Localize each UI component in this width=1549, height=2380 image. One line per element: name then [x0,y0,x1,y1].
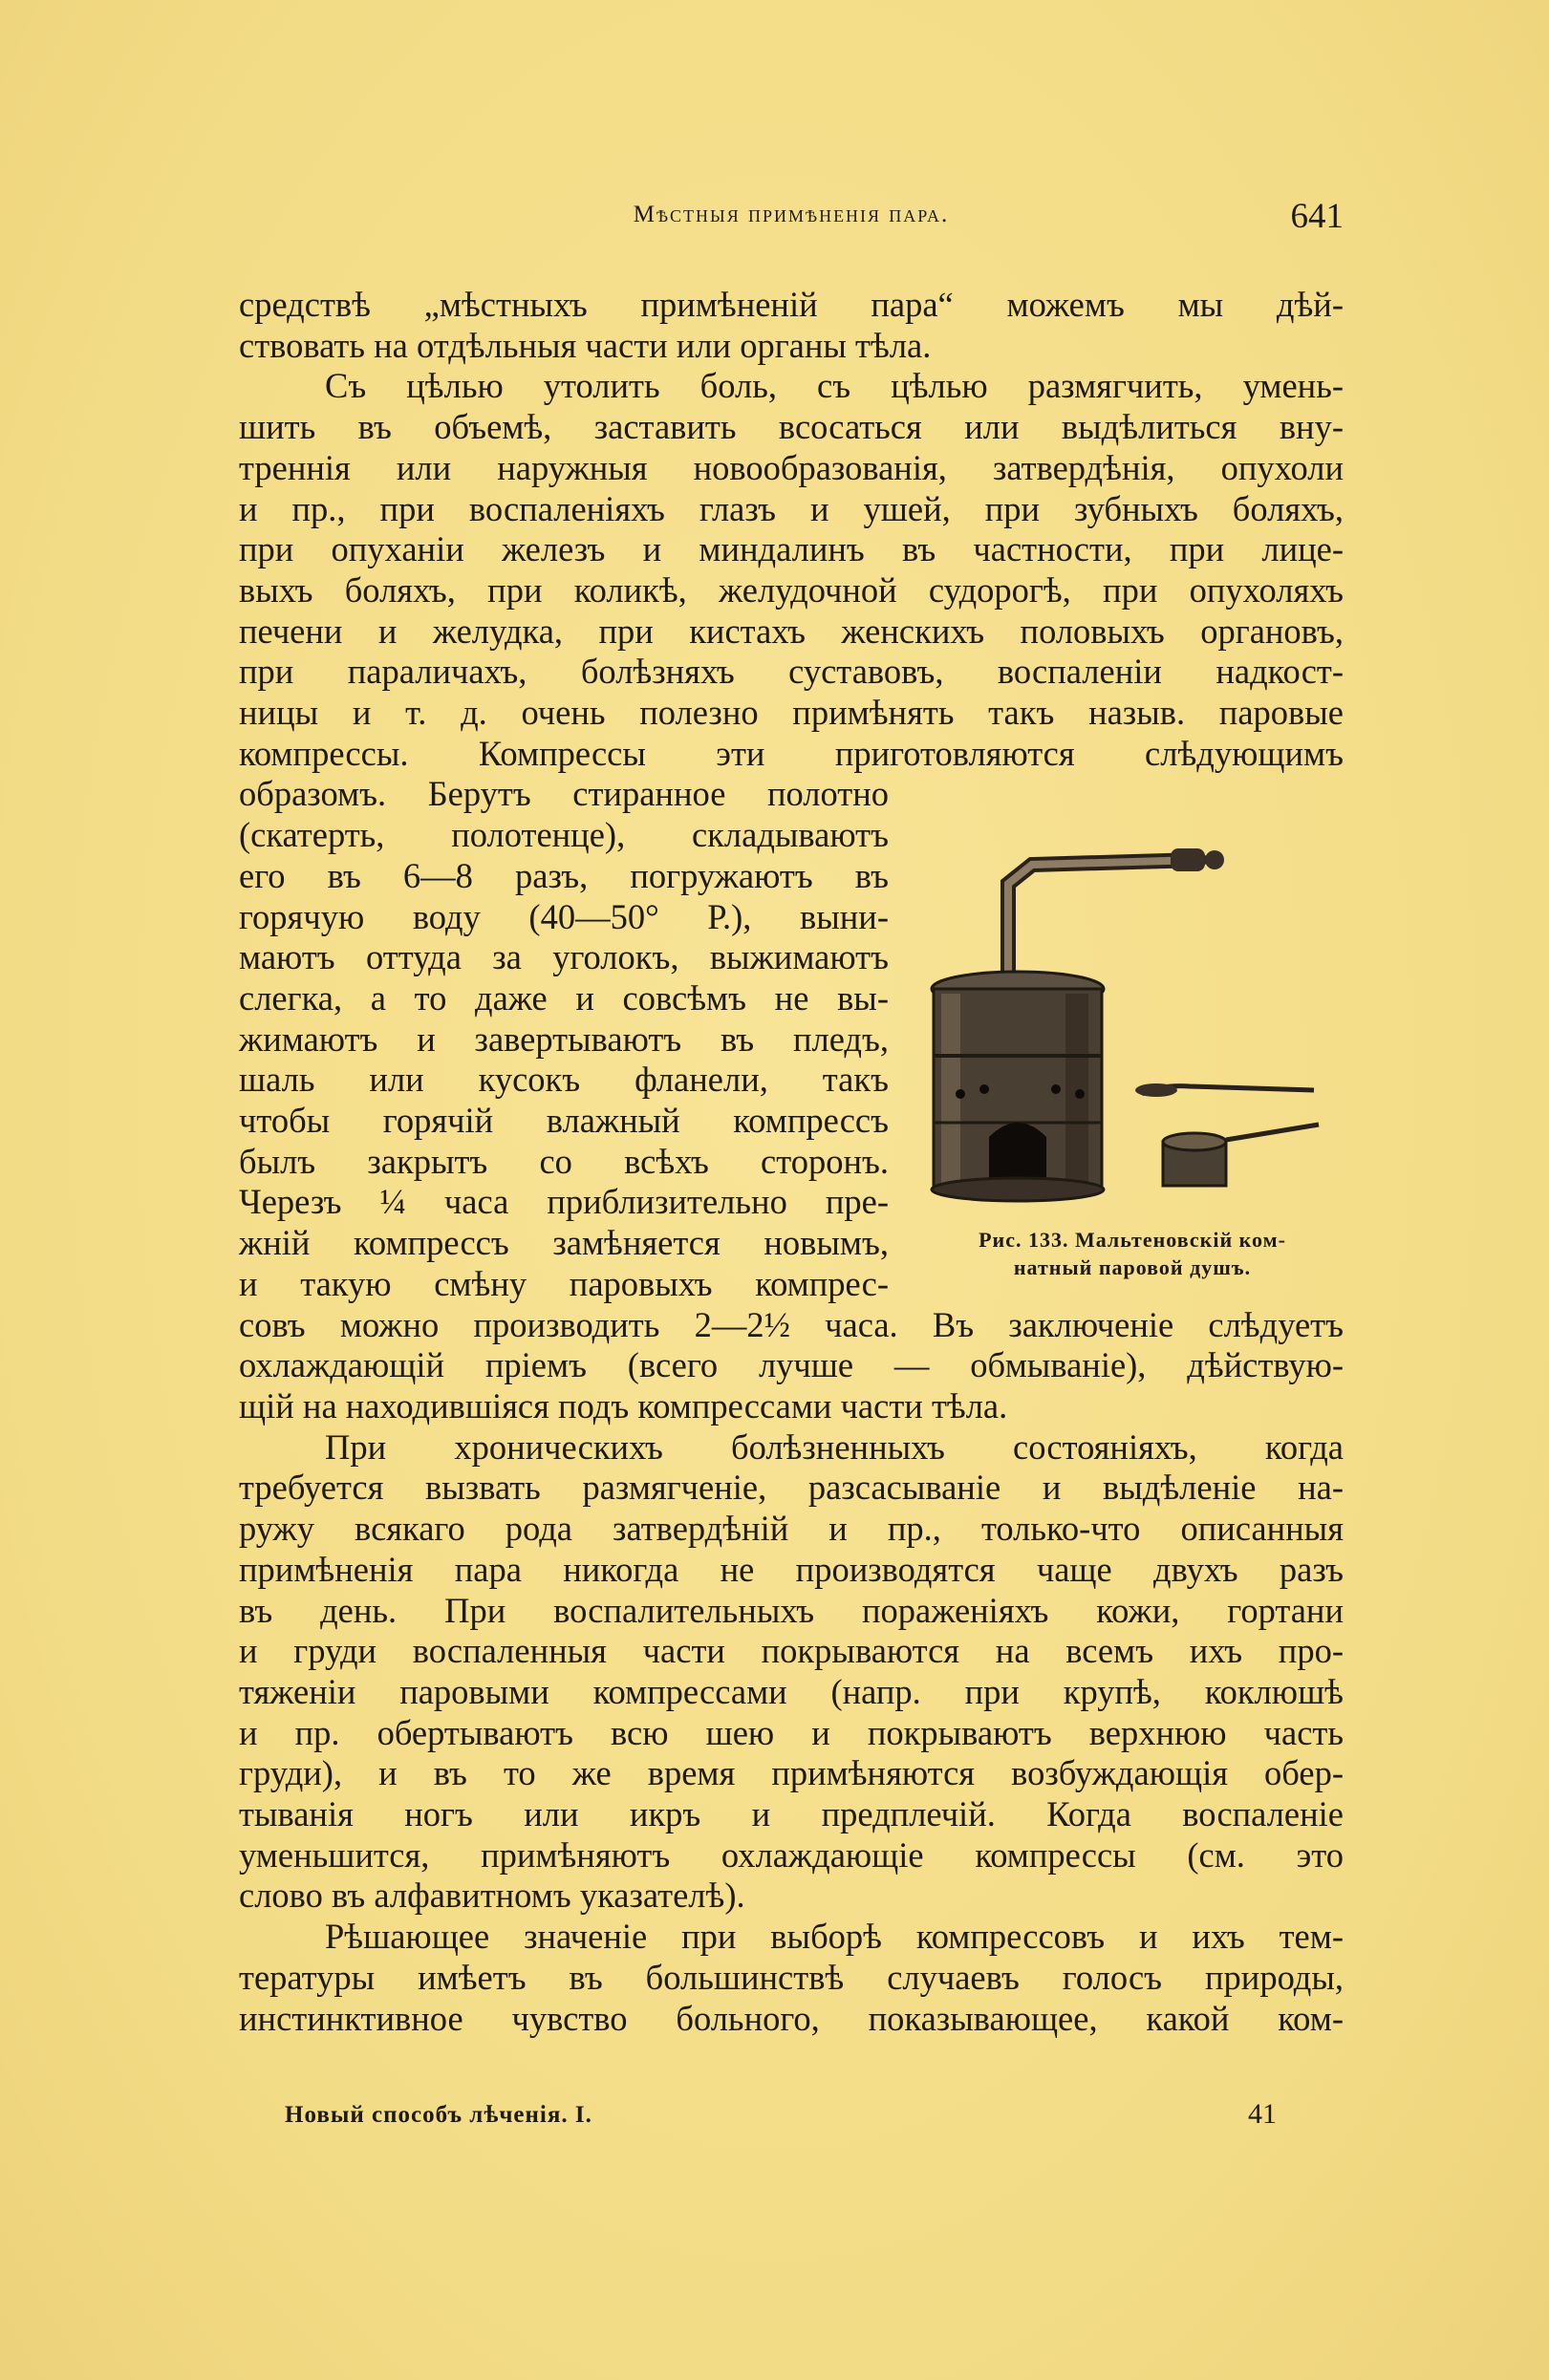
text-line: (скатерть, полотенце), складываютъ [239,815,889,855]
text-line: тературы имѣетъ въ большинствѣ случаевъ голосъ природы, [239,1957,1344,1997]
text-line: треннія или наружныя новообразованія, затвердѣнія, опухоли [239,447,1344,487]
wrapped-column [239,774,889,1304]
text-line: чтобы горячій влажный компрессъ [239,1101,889,1141]
paragraph-3 [239,1427,1344,1917]
text-line: примѣненія пара никогда не производятся чаще двухъ разъ [239,1549,1344,1589]
text-line: печени и желудка, при кистахъ женскихъ половыхъ органовъ, [239,611,1344,651]
text-line: жній компрессъ замѣняется новымъ, [239,1223,889,1263]
text-line: компрессы. Компрессы эти приготовляются слѣдующимъ [239,733,1344,773]
text-line: Черезъ ¼ часа приблизительно пре- [239,1182,889,1222]
figure-133 [913,836,1352,1295]
running-head: Мѣстныя примѣненія пара. [633,202,950,227]
text-line: при опуханіи железъ и миндалинъ въ частности, при лице- [239,529,1344,569]
text-line: и груди воспаленныя части покрываются на всемъ ихъ про- [239,1631,1344,1671]
text-line: требуется вызвать размягченіе, разсасываніе и выдѣленіе на- [239,1468,1344,1508]
figure-caption-line: Рис. 133. Мальтеновскій ком- [979,1228,1286,1252]
text-line: уменьшится, примѣняютъ охлаждающіе компрессы (см. это [239,1834,1344,1875]
figure-caption-line: натный паровой душъ. [1013,1255,1252,1279]
text-line: шить въ объемѣ, заставить всосаться или выдѣлиться вну- [239,407,1344,447]
text-line: и пр., при воспаленіяхъ глазъ и ушей, при зубныхъ боляхъ, [239,488,1344,528]
text-line: жимаютъ и завертываютъ въ пледъ, [239,1018,889,1059]
text-line: образомъ. Берутъ стиранное полотно [239,774,889,814]
text-line: средствѣ „мѣстныхъ примѣненій пара“ можемъ мы дѣй- [239,285,1344,324]
text-line: совъ можно производить 2—2½ часа. Въ заключеніе слѣдуетъ [239,1304,1344,1344]
text-line: ницы и т. д. очень полезно примѣнять такъ назыв. паровые [239,693,1344,733]
page-number: 641 [1290,197,1344,236]
paragraph-1 [239,285,1344,366]
paragraph-4 [239,1917,1344,2039]
text-line: выхъ боляхъ, при коликѣ, желудочной судорогѣ, при опухоляхъ [239,569,1344,610]
text-line: инстинктивное чувство больного, показывающее, какой ком- [239,1998,1344,2038]
text-line: слегка, а то даже и совсѣмъ не вы- [239,977,889,1018]
text-line: и пр. обертываютъ всю шею и покрываютъ верхнюю часть [239,1712,1344,1752]
text-line: груди), и въ то же время примѣняются возбуждающія обер- [239,1753,1344,1793]
text-line: охлаждающій пріемъ (всего лучше — обмываніе), дѣйствую- [239,1345,1344,1385]
text-line: щій на находившіяся подъ компрессами части тѣла. [239,1385,1008,1426]
text-line: въ день. При воспалительныхъ пораженіяхъ кожи, гортани [239,1590,1344,1630]
text-line: Съ цѣлью утолить боль, съ цѣлью размягчить, умень- [325,366,1344,406]
text-line: и такую смѣну паровыхъ компрес- [239,1263,889,1303]
figure-caption [913,1226,1352,1281]
text-line: ружу всякаго рода затвердѣній и пр., только-что описанныя [239,1509,1344,1549]
text-line: При хроническихъ болѣзненныхъ состояніяхъ, когда [325,1426,1344,1467]
page-footer [285,2098,1277,2136]
text-line: тяженіи паровыми компрессами (напр. при крупѣ, коклюшѣ [239,1671,1344,1711]
text-line: былъ закрытъ со всѣхъ сторонъ. [239,1141,889,1181]
footer-title: Новый способъ лѣченія. I. [285,2102,592,2128]
signature-mark: 41 [1248,2098,1277,2130]
text-line: Рѣшающее значеніе при выборѣ компрессовъ и ихъ тем- [325,1917,1344,1957]
text-line: маютъ оттуда за уголокъ, выжимаютъ [239,937,889,977]
text-line: ствовать на отдѣльныя части или органы тѣла. [239,325,932,365]
text-line: его въ 6—8 разъ, погружаютъ въ [239,855,889,895]
text-line: шаль или кусокъ фланели, такъ [239,1060,889,1100]
text-line: при параличахъ, болѣзняхъ суставовъ, воспаленіи надкост- [239,652,1344,692]
steam-apparatus-illustration [913,836,1352,1218]
text-line: тыванія ногъ или икръ и предплечій. Когда воспаленіе [239,1794,1344,1834]
text-line: горячую воду (40—50° Р.), выни- [239,896,889,936]
page-header [239,196,1344,244]
text-line: слово въ алфавитномъ указателѣ). [239,1876,745,1916]
